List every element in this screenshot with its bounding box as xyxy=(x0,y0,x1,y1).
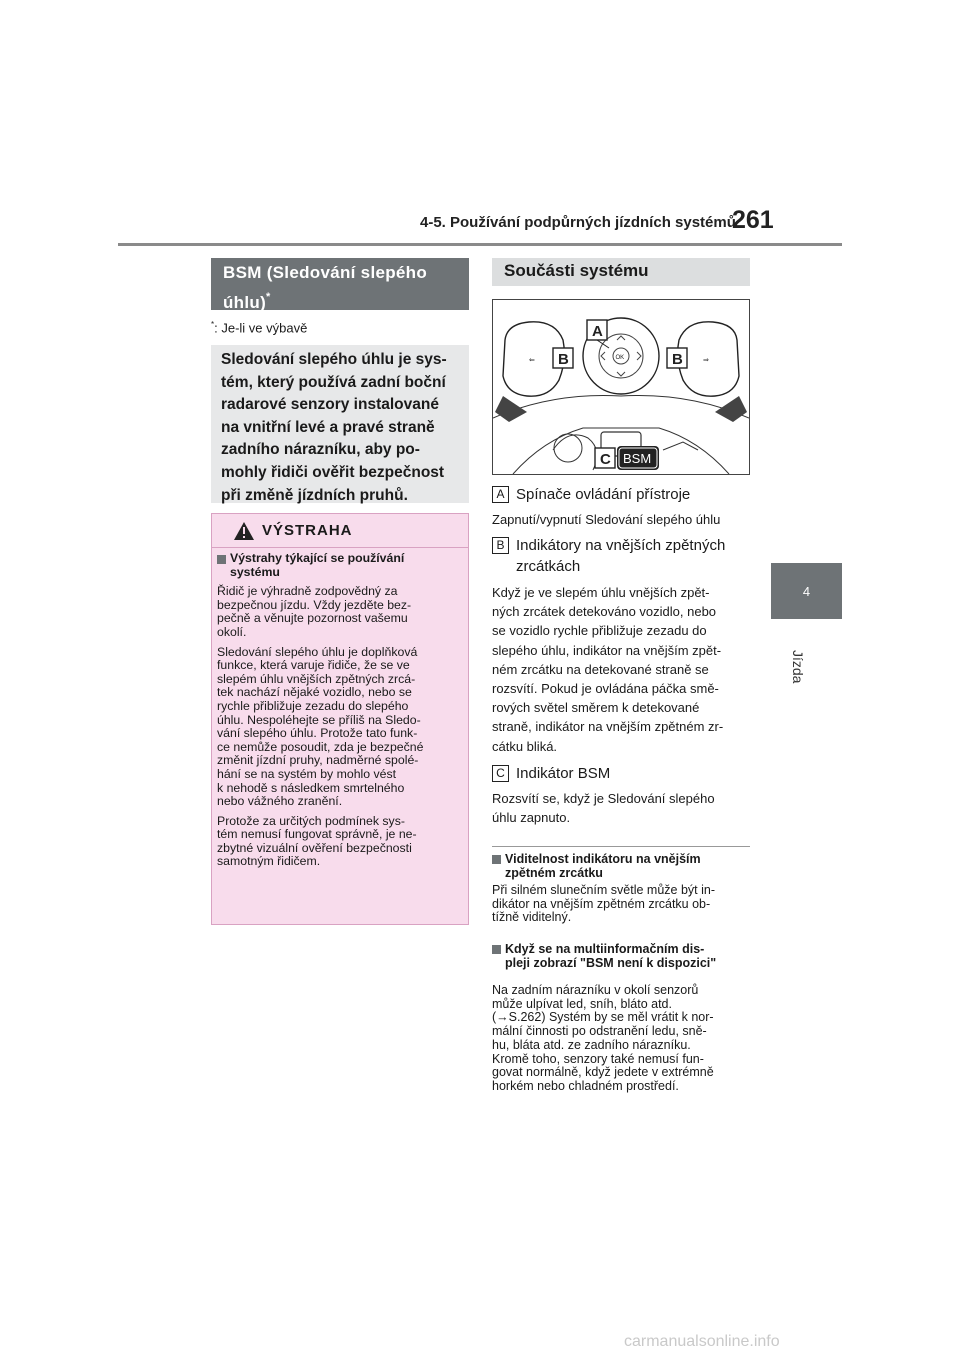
warning-box xyxy=(211,513,469,925)
line: Když je ve slepém úhlu vnějších zpět- xyxy=(492,585,710,600)
line: Sledování slepého úhlu je doplňková xyxy=(217,644,418,659)
line: se vozidlo rychle přibližuje zezadu do xyxy=(492,623,707,639)
line: Kromě toho, senzory také nemusí fun- xyxy=(492,1051,704,1066)
item-b-letter: B xyxy=(492,537,509,554)
line: samotným řidičem. xyxy=(217,854,321,869)
line: Zapnutí/vypnutí Sledování slepého úhlu xyxy=(492,512,721,527)
warning-paragraph xyxy=(217,646,461,809)
intro-line: při změně jízdních pruhů. xyxy=(221,486,408,504)
line: Spínače ovládání přístroje xyxy=(516,486,691,503)
section-separator xyxy=(492,846,750,847)
line: zpětném zrcátku xyxy=(505,866,603,880)
intro-line: radarové senzory instalované xyxy=(221,396,439,414)
line: Při silném slunečním světle může být in- xyxy=(492,883,715,897)
item-a xyxy=(492,484,690,505)
bsm-heading xyxy=(211,258,469,310)
intro-line: zadního nárazníku, aby po- xyxy=(221,441,420,459)
line: zbytné vizuální ověření bezpečnosti xyxy=(217,840,412,855)
item-c-text xyxy=(492,789,752,827)
warning-divider xyxy=(212,547,468,548)
callout-c: C xyxy=(600,451,611,468)
warning-body xyxy=(217,552,461,869)
note-text xyxy=(492,984,752,1094)
line: rových světel směrem k detekované xyxy=(492,700,700,716)
line: Indikátory na vnějších zpětných xyxy=(516,537,726,554)
item-c-letter: C xyxy=(492,765,509,782)
watermark: carmanualsonline.info xyxy=(624,1333,780,1350)
line: govat normálně, když jedete v extrémně xyxy=(492,1065,714,1080)
bsm-heading-asterisk: * xyxy=(266,291,271,303)
item-b xyxy=(492,535,725,577)
page-number: 261 xyxy=(732,206,774,234)
item-a-letter: A xyxy=(492,486,509,503)
warning-heading-line: systému xyxy=(230,564,280,579)
chapter-tab xyxy=(771,563,842,619)
item-b-label xyxy=(516,535,725,577)
line: vání slepého úhlu. Protože tato funk- xyxy=(217,726,418,741)
line: okolí. xyxy=(217,624,247,639)
line: bezpečnou jízdu. Vždy jezděte bez- xyxy=(217,597,412,612)
intro-line: Sledování slepého úhlu je sys- xyxy=(221,351,447,368)
line: Na zadním nárazníku v okolí senzorů xyxy=(492,983,699,997)
intro-line: tém, který používá zadní boční xyxy=(221,373,446,391)
svg-text:⇒: ⇒ xyxy=(703,357,709,364)
item-c xyxy=(492,763,610,784)
section-title: 4-5. Používání podpůrných jízdních systémů xyxy=(420,214,736,231)
line: ném zrcátku na detekované straně se xyxy=(492,661,709,677)
line: pleji zobrazí "BSM není k dispozici" xyxy=(505,956,717,970)
line: tém nemusí fungovat správně, je ne- xyxy=(217,827,417,842)
note-heading xyxy=(492,942,752,970)
line: dikátor na vnějším zpětném zrcátku ob- xyxy=(492,896,711,911)
line: (→S.262) Systém by se měl vrátit k nor- xyxy=(492,1010,714,1025)
parts-heading: Součásti systému xyxy=(492,258,750,286)
chapter-name: Jízda xyxy=(790,650,806,684)
line: hu, bláta atd. ze zadního nárazníku. xyxy=(492,1037,691,1052)
line: hání se na systém by mohlo vést xyxy=(217,766,397,781)
line: funkce, která varuje řidiče, že se ve xyxy=(217,658,410,673)
intro-box xyxy=(211,345,469,503)
warning-heading-line: Výstrahy týkající se používání xyxy=(230,551,405,565)
callout-b-right: B xyxy=(672,351,683,368)
line: horkém nebo chladném prostředí. xyxy=(492,1078,679,1093)
line: Rozsvítí se, když je Sledování slepého xyxy=(492,791,715,806)
line: Když se na multiinformačním dis- xyxy=(505,942,705,956)
warning-title: VÝSTRAHA xyxy=(262,522,353,539)
chapter-number: 4 xyxy=(802,583,811,599)
header-rule xyxy=(118,243,842,246)
line: ných zrcátek detekováno vozidlo, nebo xyxy=(492,604,717,620)
ok-label: OK xyxy=(615,355,625,361)
callout-a: A xyxy=(592,323,603,340)
line: rychle přibližuje zezadu do slepého xyxy=(217,698,409,713)
intro-line: na vnitřní levé a pravé straně xyxy=(221,418,435,436)
item-c-label xyxy=(516,763,610,784)
line: slepém úhlu vnějších zpětných zrcá- xyxy=(217,671,416,686)
dashboard-illustration xyxy=(492,299,750,475)
line: ce nemůže posoudit, zda je bezpečné xyxy=(217,739,424,754)
line: Řidič je výhradně zodpovědný za xyxy=(217,584,398,599)
line: tek nachází nějaké vozidlo, nebo se xyxy=(217,685,412,700)
item-a-text xyxy=(492,510,752,529)
intro-line: mohly řidiči ověřit bezpečnost xyxy=(221,463,445,481)
line: zrcátkách xyxy=(516,558,581,575)
line: rozsvítí. Pokud je ovládána páčka smě- xyxy=(492,681,719,697)
bsm-heading-text: BSM (Sledování slepého úhlu) xyxy=(223,263,428,312)
warning-triangle-icon xyxy=(233,521,255,541)
line: straně, indikátor na vnějším zpětném zr- xyxy=(492,719,724,735)
line: mální činnosti po odstranění ledu, sně- xyxy=(492,1024,707,1039)
svg-text:⇐: ⇐ xyxy=(529,357,535,364)
callout-b-left: B xyxy=(558,351,569,368)
line: úhlu zapnuto. xyxy=(492,810,571,826)
line: cátku bliká. xyxy=(492,738,558,754)
footnote-text: : Je-li ve výbavě xyxy=(214,320,308,336)
dashboard-drawing xyxy=(493,300,749,474)
footnote-mark: * xyxy=(211,320,215,329)
line: k nehodě s následkem smrtelného xyxy=(217,780,405,795)
line: pečně a věnujte pozornost vašemu xyxy=(217,611,408,626)
warning-bullet-heading xyxy=(217,552,461,579)
footnote xyxy=(211,320,307,335)
line: úhlu. Nespoléhejte se příliš na Sledo- xyxy=(217,712,421,727)
warning-paragraph xyxy=(217,815,461,869)
warning-paragraph xyxy=(217,585,461,639)
line: může ulpívat led, sníh, bláto atd. xyxy=(492,996,672,1011)
item-a-label xyxy=(516,484,690,505)
line: Viditelnost indikátoru na vnějším xyxy=(505,852,701,866)
item-b-text xyxy=(492,583,752,756)
note-heading xyxy=(492,852,752,880)
line: slepého úhlu, indikátor na vnějším zpět- xyxy=(492,642,722,658)
line: Indikátor BSM xyxy=(516,765,611,782)
bsm-indicator-label: BSM xyxy=(623,451,652,466)
note-text xyxy=(492,884,752,925)
line: tížně viditelný. xyxy=(492,910,572,925)
line: nebo vážného zranění. xyxy=(217,794,343,809)
line: změnit jízdní pruhy, nadměrné spolé- xyxy=(217,753,419,768)
line: Protože za určitých podmínek sys- xyxy=(217,813,405,828)
